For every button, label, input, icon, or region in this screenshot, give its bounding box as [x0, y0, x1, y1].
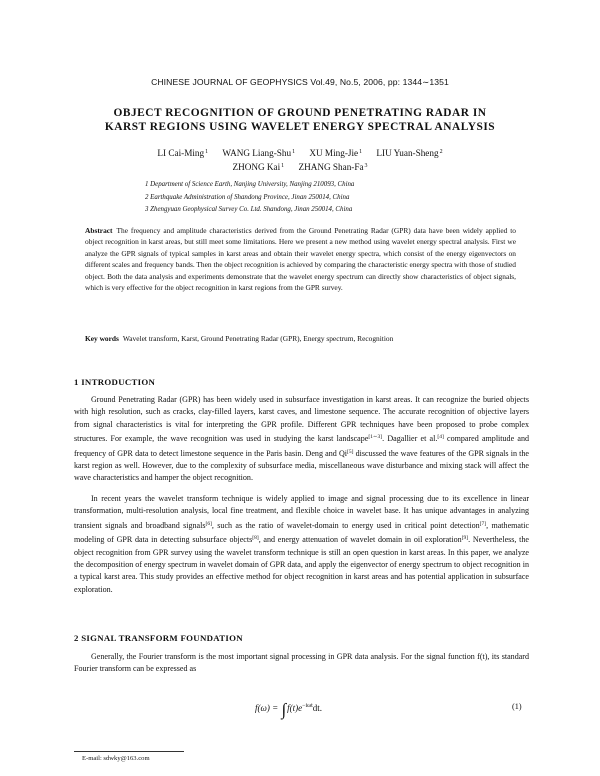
citation: [1∼3]	[368, 434, 383, 441]
keywords	[85, 333, 516, 344]
citation: [4]	[437, 434, 444, 441]
author: ZHONG Kai$^1$	[232, 162, 285, 172]
running-head: CHINESE JOURNAL OF GEOPHYSICS Vol.49, No.5, 2006, pp: 1344∼1351	[151, 77, 449, 87]
title-line-2: KARST REGIONS USING WAVELET ENERGY SPECTRAL ANALYSIS	[104, 121, 496, 133]
affiliations	[145, 179, 354, 217]
affiliation: 3 Zhengyuan Geophysical Survey Co. Ltd. Shandong, Jinan 250014, China	[145, 206, 353, 213]
citation: [9]	[461, 535, 469, 542]
footnote-divider	[74, 751, 184, 752]
intro-paragraph-2: In recent years the wavelet transform technique is widely applied to image and signal processing due to its excellence in linear transformation, multi-resolution analysis, local fine treatment, and flexible choice in wavelet base. It has unique advantages in analyzing transient signals and broadband signals[6], such as the ratio of wavelet-domain to energy used in critical point detection[7], mathematic modeling of GPR data in detecting subsurface objects[8], and energy attenuation of wavelet domain in oil exploration[9]. Nevertheless, the object recognition from GPR survey using the wavelet transform technique is still an open question in karst areas. In this paper, we analyze the decomposition of energy spectrum in wavelet domain of GPR data, and apply the eigenvector of energy spectrum to object recognition in a typical karst area. This study provides an effective method for object recognition in karst areas and has potential application in subsurface exploration.	[74, 494, 530, 594]
author: LIU Yuan-Sheng$^2$	[376, 148, 443, 158]
signal-paragraph-1: Generally, the Fourier transform is the most important signal processing in GPR data analysis. For the signal function f(t), its standard Fourier transform can be expressed as	[74, 652, 529, 674]
citation: [5]	[347, 448, 354, 455]
author-line-1	[0, 148, 600, 158]
author: XU Ming-Jie$^1$	[309, 148, 363, 158]
equation-number: (1)	[512, 702, 522, 711]
title-line-1: OBJECT RECOGNITION OF GROUND PENETRATING RADAR IN	[113, 107, 487, 119]
equation-1: $f(\omega) = \int f(t)e^{-i\omega t}dt$.	[255, 700, 323, 719]
affiliation: 2 Earthquake Administration of Shandong Province, Jinan 250014, China	[145, 193, 350, 201]
integral-symbol: ∫	[281, 700, 287, 719]
author: WANG Liang-Shu$^1$	[222, 148, 296, 158]
abstract-label: Abstract	[85, 226, 113, 235]
citation: [7]	[479, 520, 487, 527]
footnote-email: E-mail: sdwky@163.com	[82, 755, 150, 762]
paper-title	[40, 106, 560, 134]
abstract-text: The frequency and amplitude characteristics derived from the Ground Penetrating Radar (GPR) data have been widely applied to object recognition in karst areas, but still meet some limitations. Here we present a new method using wavelet energy spectral analysis. First we analyze the GPR signals of typical samples in karst areas and obtain their wavelet energy spectra, which consist of the energy eigenvectors on different scales and frequency bands. Then the object recognition is achieved by comparing the characteristic energy spectra with those of studied object. Both the data analysis and experiments demonstrate that the wavelet energy spectrum can directly show characteristics of object signals, which is very effective for the object recognition in karst regions from the GPR survey.	[85, 226, 516, 293]
intro-paragraph-1: Ground Penetrating Radar (GPR) has been widely used in subsurface investigation in karst areas. It can recognize the buried objects with high resolution, such as cracks, clay-filled layers, karst caves, and limestone sequence. The accurate recognition of objective layers from signal characteristics is vital for interpreting the GPR profile. Different GPR techniques have been proposed to probe complex structures. For example, the wave recognition was used in studying the karst landscape[1∼3]. Dagallier et al.[4] compared amplitude and frequency of GPR data to detect limestone sequence in the Paris basin. Deng and Qi[5] discussed the wave features of the GPR signals in the karst region as well. However, due to the complexity of subsurface media, miscellaneous wave disturbance and mixing stack will affect the wave characteristics and hamper the object recognition.	[74, 395, 529, 483]
section-heading-signal-transform: 2 SIGNAL TRANSFORM FOUNDATION	[74, 633, 243, 643]
author: ZHANG Shan-Fa$^3$	[298, 162, 368, 172]
section-heading-introduction: 1 INTRODUCTION	[74, 377, 156, 387]
keywords-label: Key words	[85, 334, 119, 343]
author: LI Cai-Ming$^1$	[157, 148, 209, 158]
affiliation: 1 Department of Science Earth, Nanjing University, Nanjing 210093, China	[145, 181, 355, 188]
citation: [8]	[252, 535, 259, 542]
citation: [6]	[205, 520, 212, 527]
author-line-2	[0, 162, 600, 172]
keywords-text: Wavelet transform, Karst, Ground Penetrating Radar (GPR), Energy spectrum, Recognition	[122, 334, 394, 343]
abstract	[85, 225, 516, 293]
